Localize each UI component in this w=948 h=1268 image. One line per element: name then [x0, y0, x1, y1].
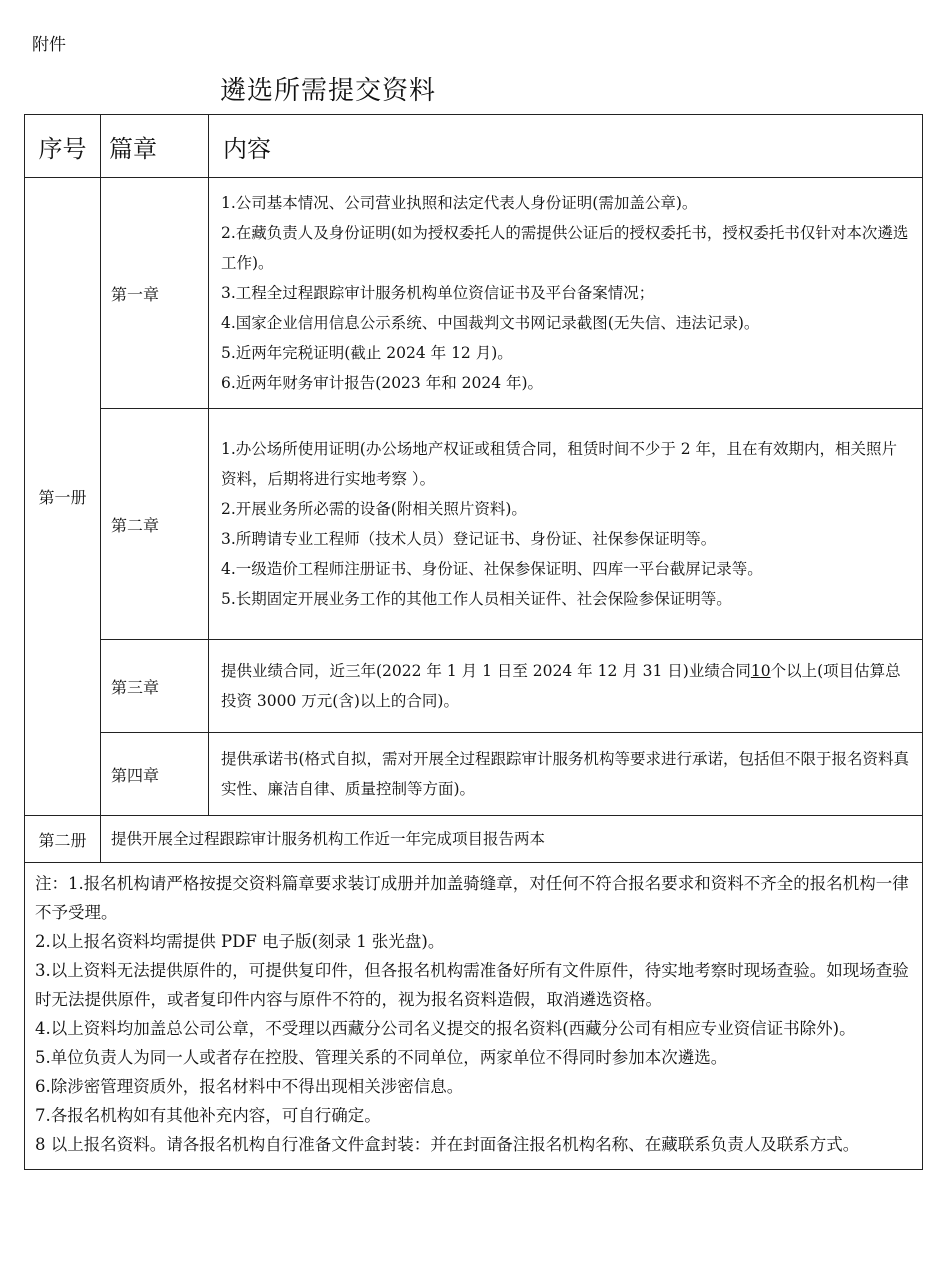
chapter4-row [25, 733, 923, 816]
submission-materials-table [24, 114, 923, 1170]
header-content: 内容 [209, 115, 923, 178]
chapter1-item: 1.公司基本情况、公司营业执照和法定代表人身份证明(需加盖公章)。 [221, 194, 698, 212]
chapter2-row [25, 409, 923, 640]
header-seq: 序号 [25, 115, 101, 178]
note-item: 注：1.报名机构请严格按提交资料篇章要求装订成册并加盖骑缝章，对任何不符合报名要求和资料不齐全的报名机构一律不予受理。 [35, 874, 909, 922]
note-item: 8 以上报名资料。请各报名机构自行准备文件盒封装：并在封面备注报名机构名称、在藏联系负责人及联系方式。 [35, 1135, 860, 1154]
chapter3-contract-count: 10 [750, 662, 771, 680]
chapter1-item: 2.在藏负责人及身份证明(如为授权委托人的需提供公证后的授权委托书，授权委托书仅针对本次遴选工作)。 [221, 224, 909, 272]
chapter2-label: 第二章 [101, 409, 209, 640]
notes-row [25, 863, 923, 1170]
chapter1-item: 4.国家企业信用信息公示系统、中国裁判文书网记录截图(无失信、违法记录)。 [221, 314, 760, 332]
note-item: 4.以上资料均加盖总公司公章，不受理以西藏分公司名义提交的报名资料(西藏分公司有相应专业资信证书除外)。 [35, 1019, 856, 1038]
header-row [25, 115, 923, 178]
chapter3-label: 第三章 [101, 640, 209, 733]
chapter2-item: 5.长期固定开展业务工作的其他工作人员相关证件、社会保险参保证明等。 [221, 590, 732, 608]
note-item: 7.各报名机构如有其他补充内容，可自行确定。 [35, 1106, 381, 1125]
chapter2-item: 2.开展业务所必需的设备(附相关照片资料)。 [221, 500, 527, 518]
chapter4-label: 第四章 [101, 733, 209, 816]
chapter3-row [25, 640, 923, 733]
chapter3-text-before: 提供业绩合同，近三年(2022 年 1 月 1 日至 2024 年 12 月 31 日)业绩合同 [221, 662, 751, 680]
volume2-content: 提供开展全过程跟踪审计服务机构工作近一年完成项目报告两本 [101, 816, 923, 863]
volume1-label: 第一册 [25, 178, 101, 816]
chapter1-content [209, 178, 923, 409]
chapter2-item: 3.所聘请专业工程师（技术人员）登记证书、身份证、社保参保证明等。 [221, 530, 717, 548]
note-item: 2.以上报名资料均需提供 PDF 电子版(刻录 1 张光盘)。 [35, 932, 445, 951]
chapter3-text-after: 个以上(项目估算总投资 3000 万元(含)以上的合同)。 [221, 662, 901, 710]
volume2-row [25, 816, 923, 863]
volume2-label: 第二册 [25, 816, 101, 863]
notes-section [25, 863, 923, 1170]
header-chapter: 篇章 [101, 115, 209, 178]
note-item: 6.除涉密管理资质外，报名材料中不得出现相关涉密信息。 [35, 1077, 464, 1096]
chapter1-item: 6.近两年财务审计报告(2023 年和 2024 年)。 [221, 374, 544, 392]
note-item: 5.单位负责人为同一人或者存在控股、管理关系的不同单位，两家单位不得同时参加本次遴选。 [35, 1048, 728, 1067]
page-title: 遴选所需提交资料 [220, 76, 437, 106]
chapter1-item: 5.近两年完税证明(截止 2024 年 12 月)。 [221, 344, 513, 362]
chapter1-label: 第一章 [101, 178, 209, 409]
chapter1-row [25, 178, 923, 409]
chapter2-item: 1.办公场所使用证明(办公场地产权证或租赁合同，租赁时间不少于 2 年，且在有效期内，相关照片资料，后期将进行实地考察 ）。 [221, 440, 898, 488]
chapter4-content: 提供承诺书(格式自拟，需对开展全过程跟踪审计服务机构等要求进行承诺，包括但不限于报名资料真实性、廉洁自律、质量控制等方面)。 [209, 733, 923, 816]
chapter3-content [209, 640, 923, 733]
chapter2-content [209, 409, 923, 640]
chapter2-item: 4.一级造价工程师注册证书、身份证、社保参保证明、四库一平台截屏记录等。 [221, 560, 763, 578]
note-item: 3.以上资料无法提供原件的，可提供复印件，但各报名机构需准备好所有文件原件，待实地考察时现场查验。如现场查验时无法提供原件，或者复印件内容与原件不符的，视为报名资料造假，取消遴选资格。 [35, 961, 909, 1009]
chapter1-item: 3.工程全过程跟踪审计服务机构单位资信证书及平台备案情况； [221, 284, 655, 302]
attachment-label: 附件 [32, 35, 66, 55]
